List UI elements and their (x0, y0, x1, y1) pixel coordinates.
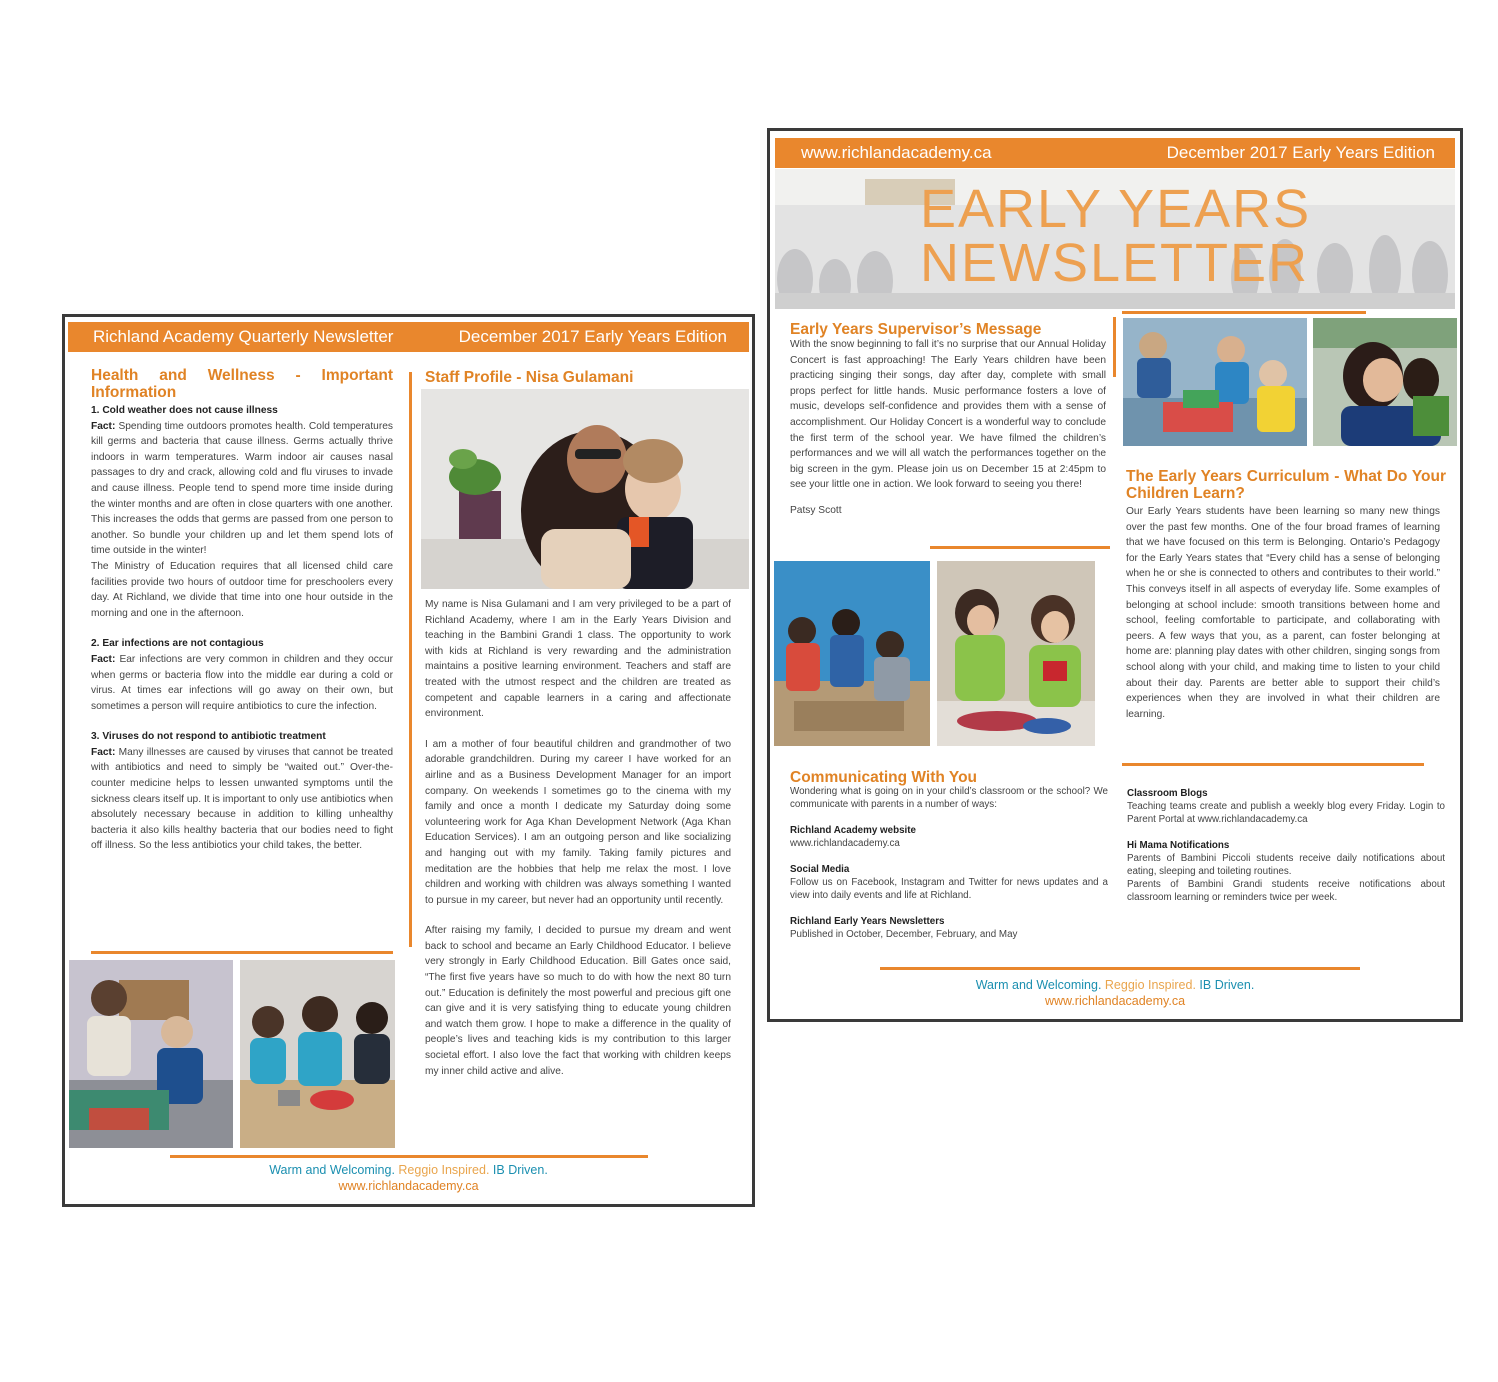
newsletters-title: Richland Early Years Newsletters (790, 916, 945, 927)
page2-footer (775, 977, 1455, 1009)
newsletter-title-line1: EARLY YEARS (920, 179, 1312, 239)
communicating-left-body (790, 785, 1108, 941)
social-media-text: Follow us on Facebook, Instagram and Twitter for news updates and a view into daily events and life at Richland. (790, 877, 1108, 901)
photo-child-painting (937, 561, 1095, 746)
page2-header-bar (775, 138, 1455, 168)
newsletter-page-quarterly (62, 314, 755, 1207)
staff-paragraph-2: I am a mother of four beautiful children and grandmother of two adorable grandchildren. During my career I have worked for an airline and as a Business Development Manager for an import company. On weekends I sometimes go to the cinema with my family and once a month I dedicate my Saturday doing some volunteering work for Aga Khan Development Network (Aga Khan Education Services). I am an outgoing person and like socializing and hanging out with my family. Taking family pictures and meditation are the hobbies that help me relax the most. I love children and working with children was always something I wanted to pursue in my career, but never had an opportunity until recently. (425, 738, 731, 906)
staff-paragraph-3: After raising my family, I decided to pursue my dream and went back to school and became an Early Childhood Educator. I believe very strongly in Early Childhood Education. Bill Gates once said, “The first five years have so much to do with how the next 80 turn out.” Education is definitely the most powerful and precious gift one can give and it is very satisfying thing to educate young children and watch them grow. I hope to make a difference in the quality of people’s lives and teaching kids is my contribution to this larger societal effort. I also love the fact that working with children keeps my inner child active and alive. (425, 925, 731, 1077)
curriculum-body (1126, 504, 1440, 722)
supervisor-message-text: With the snow beginning to fall it’s no surprise that our Annual Holiday Concert is fast approaching! The Early Years children have been practicing singing their songs, day after day, complete with small props perfect for little hands. Music performance fosters a love of music, develops self-confidence and provides them with a sense of accomplishment. Our Holiday Concert is a wonderful way to conclude the first term of the school year. We have filmed the children’s performances and we will all watch the performances together on the big screen in the gym. Please join us on December 15 at 2:45pm to see your little one in action. We look forward to seeing you there! (790, 339, 1106, 491)
hi-mama-title: Hi Mama Notifications (1127, 840, 1230, 851)
classroom-blogs-text: Teaching teams create and publish a weekly blog every Friday. Login to Parent Portal at www.richlandacademy.ca (1127, 801, 1445, 825)
health-item-1-text: Spending time outdoors promotes health. Cold temperatures kill germs and bacteria that cause illness. Germs actually thrive indoors in warm temperatures. Warm indoor air causes nasal passages to dry and crack, allowing cold and flu viruses to invade and cause illness. People tend to spend more time inside during the winter months and are often in close quarters with one another. This increases the odds that germs are passed from one person to another. So bundle your children up and let them spend lots of time outside in the winter! (91, 420, 393, 557)
supervisor-signature: Patsy Scott (790, 504, 842, 516)
hi-mama-text-2: Parents of Bambini Grandi students receive notifications about classroom learning or reminders twice per week. (1127, 879, 1445, 903)
masthead-photo-banner (775, 169, 1455, 309)
supervisor-bottom-rule (930, 546, 1110, 549)
health-wellness-body (91, 403, 393, 854)
tagline-ib: IB Driven. (492, 1163, 548, 1177)
page2-footer-tagline (775, 977, 1455, 993)
photo-children-building-blocks (69, 960, 233, 1148)
communicating-title: Communicating With You (790, 769, 977, 786)
page1-footer-tagline (68, 1162, 749, 1178)
fact-label: Fact: (91, 653, 116, 665)
hi-mama-text-1: Parents of Bambini Piccoli students receive daily notifications about eating, sleeping and toileting routines. (1127, 853, 1445, 877)
health-item-1-extra: The Ministry of Education requires that all licensed child care facilities provide two hours of outdoor time for preschoolers every day. At Richland, we divide that time into one hour outside in the morning and one in the afternoon. (91, 560, 393, 619)
curriculum-bottom-rule (1122, 763, 1424, 766)
classroom-blogs-title: Classroom Blogs (1127, 788, 1208, 799)
masthead-bottom-rule (1122, 311, 1366, 314)
fact-label: Fact: (91, 746, 116, 758)
health-item-3-text: Many illnesses are caused by viruses that cannot be treated with antibiotics and need to simply be “waited out.” Over-the-counter medicine helps to lessen unwanted symptoms until the sickness clears itself up. It is important to only use antibiotics when absolutely necessary because in addition to killing unhealthy bacteria it also kills healthy bacteria that our bodies need to fight off illness. So the less antibiotics your child takes, the better. (91, 746, 393, 852)
supervisor-message-title: Early Years Supervisor’s Message (790, 321, 1042, 338)
communicating-right-body (1127, 787, 1445, 904)
communicating-intro: Wondering what is going on in your child’s classroom or the school? We communicate with parents in a number of ways: (790, 786, 1108, 810)
page1-header-right: December 2017 Early Years Edition (458, 327, 727, 346)
photo-children-hugging (1313, 318, 1457, 446)
tagline-reggio: Reggio Inspired. (398, 1163, 490, 1177)
page2-column-divider-top (1113, 317, 1116, 377)
page1-footer (68, 1162, 749, 1194)
left-column-divider (91, 951, 393, 954)
supervisor-message-body (790, 337, 1106, 519)
page2-header-url[interactable]: www.richlandacademy.ca (801, 143, 992, 162)
photo-children-magnetic-tiles (1123, 318, 1307, 446)
health-item-1-title: 1. Cold weather does not cause illness (91, 405, 278, 416)
health-item-2-fact (91, 652, 393, 714)
page1-footer-url[interactable]: www.richlandacademy.ca (338, 1179, 479, 1193)
newsletters-text: Published in October, December, February, and May (790, 929, 1018, 940)
page2-header-right: December 2017 Early Years Edition (1166, 143, 1435, 162)
health-item-3-title: 3. Viruses do not respond to antibiotic treatment (91, 731, 326, 743)
newsletter-title-line2: NEWSLETTER (920, 233, 1310, 293)
health-item-2-text: Ear infections are very common in children and they occur when germs or bacteria flow into the middle ear during a cold or virus. At times ear infections will go away on their own, but sometimes a person will require antibiotics to cure the infection. (91, 653, 393, 712)
health-item-3-fact (91, 745, 393, 854)
page1-header-left: Richland Academy Quarterly Newsletter (93, 327, 394, 346)
column-divider-vertical (409, 372, 412, 947)
page1-footer-rule (170, 1155, 648, 1158)
staff-profile-body (425, 597, 731, 1079)
tagline-warm: Warm and Welcoming. (975, 978, 1102, 992)
newsletter-page-early-years (767, 128, 1463, 1022)
health-item-2-title: 2. Ear infections are not contagious (91, 638, 264, 650)
photo-children-sitting-group (774, 561, 930, 746)
page1-header-bar (68, 322, 749, 352)
photo-staff-nisa-gulamani (421, 389, 749, 589)
page2-footer-rule (880, 967, 1360, 970)
tagline-reggio: Reggio Inspired. (1104, 978, 1196, 992)
website-link[interactable]: www.richlandacademy.ca (790, 838, 900, 849)
website-title: Richland Academy website (790, 825, 916, 836)
social-media-title: Social Media (790, 864, 850, 875)
staff-profile-title: Staff Profile - Nisa Gulamani (425, 369, 634, 386)
tagline-ib: IB Driven. (1199, 978, 1255, 992)
staff-paragraph-1: My name is Nisa Gulamani and I am very privileged to be a part of Richland Academy, where I am in the Early Years Division and teaching in the Bambini Grandi 1 class. The opportunity to work with kids at Richland is very rewarding and the administration maintains a positive learning environment. Teachers and staff are treated with the utmost respect and the children are treated as competent and capable learners in a caring and affectionate environment. (425, 599, 731, 720)
page2-footer-url[interactable]: www.richlandacademy.ca (1044, 994, 1186, 1008)
curriculum-title: The Early Years Curriculum - What Do Your Children Learn? (1126, 468, 1446, 502)
curriculum-text: Our Early Years students have been learning so many new things over the past few months. One of the four broad frames of learning that we have focused on this term is Belonging. Ontario’s Pedagogy for the Early Years states that “Every child has a sense of belonging when he or she is connected to others and contributes to their world.” This conveys itself in all aspects of everyday life. Some examples of belonging at school include: smooth transitions between home and school, feeling comfortable to participate, and collaborating with peers. A few ways that you, as a parent, can foster belonging at home are: planning play dates with other children, singing songs from school along with your child, and making time to listen to your child about their day. Parents are better able to support their child’s experiences when they are involved in what their children are learning. (1126, 506, 1440, 720)
health-wellness-title: Health and Wellness - Important Information (91, 367, 393, 401)
health-item-1-fact (91, 419, 393, 559)
photo-children-playdough (240, 960, 395, 1148)
fact-label: Fact: (91, 420, 116, 432)
tagline-warm: Warm and Welcoming. (269, 1163, 395, 1177)
